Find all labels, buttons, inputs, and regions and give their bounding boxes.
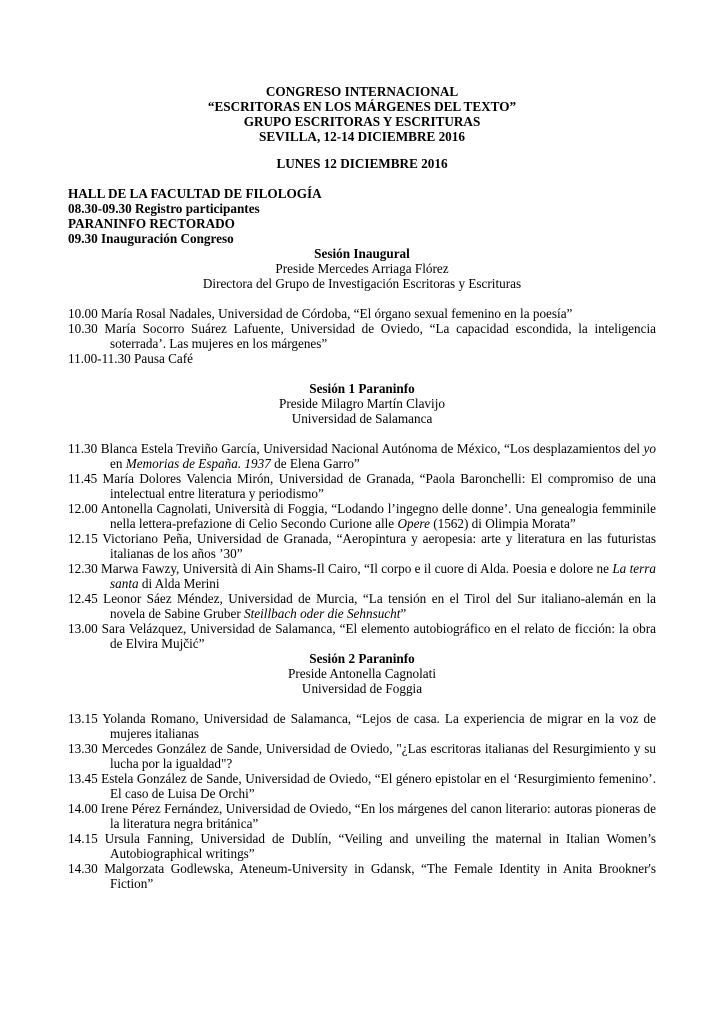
program-entry: 13.15 Yolanda Romano, Universidad de Salamanca, “Lejos de casa. La experiencia de migrar en la voz de mujeres italianas xyxy=(68,711,656,741)
program-entry: 10.30 María Socorro Suárez Lafuente, Universidad de Oviedo, “La capacidad escondida, la inteligencia soterrada’. Las mujeres en los márgenes” xyxy=(68,321,656,351)
session-chair: Preside Antonella Cagnolati xyxy=(288,666,436,681)
opening-block xyxy=(68,186,656,246)
header-line: CONGRESO INTERNACIONAL xyxy=(265,84,459,99)
session-chair: Preside Milagro Martín Clavijo xyxy=(279,396,445,411)
session-title: Sesión 2 Paraninfo xyxy=(309,651,415,666)
session-affiliation: Directora del Grupo de Investigación Escritoras y Escrituras xyxy=(202,276,522,291)
program-entry: 12.15 Victoriano Peña, Universidad de Granada, “Aeropintura y aeropesia: arte y literatura en las futuristas italianas de los años ’30” xyxy=(68,531,656,561)
document-page xyxy=(68,84,656,891)
program-entry: 10.00 María Rosal Nadales, Universidad de Córdoba, “El órgano sexual femenino en la poesía” xyxy=(68,306,573,321)
program-entry: 12.00 Antonella Cagnolati, Università di Foggia, “Lodando l’ingegno delle donne’. Una genealogia femminile nella lettera-prefazione di Celio Secondo Curione alle Opere (1562) di Olimpia Morata” xyxy=(68,501,656,531)
program-entry: 13.00 Sara Velázquez, Universidad de Salamanca, “El elemento autobiográfico en el relato de ficción: la obra de Elvira Mujčić” xyxy=(68,621,656,651)
program-entry: 14.00 Irene Pérez Fernández, Universidad de Oviedo, “En los márgenes del canon literario: autoras pioneras de la literatura negra británica” xyxy=(68,801,656,831)
header-line: GRUPO ESCRITORAS Y ESCRITURAS xyxy=(243,114,481,129)
session-1 xyxy=(68,381,656,651)
program-entry: 13.30 Mercedes González de Sande, Universidad de Oviedo, "¿Las escritoras italianas del Resurgimiento y su lucha por la igualdad"? xyxy=(68,741,656,771)
session-affiliation: Universidad de Foggia xyxy=(301,681,423,696)
session-affiliation: Universidad de Salamanca xyxy=(291,411,433,426)
program-entry: 14.30 Malgorzata Godlewska, Ateneum-University in Gdansk, “The Female Identity in Anita Brookner's Fiction” xyxy=(68,861,656,891)
header-line: SEVILLA, 12-14 DICIEMBRE 2016 xyxy=(259,129,465,144)
session-chair: Preside Mercedes Arriaga Flórez xyxy=(275,261,449,276)
congress-header xyxy=(68,84,656,144)
program-entry: 11.45 María Dolores Valencia Mirón, Universidad de Granada, “Paola Baronchelli: El compromiso de una intelectual entre literatura y periodismo” xyxy=(68,471,656,501)
venue-paraninfo: PARANINFO RECTORADO xyxy=(68,216,235,231)
program-entry: 12.30 Marwa Fawzy, Università di Ain Shams-Il Cairo, “Il corpo e il cuore di Alda. Poesia e dolore ne La terra santa di Alda Merini xyxy=(68,561,656,591)
venue-hall: HALL DE LA FACULTAD DE FILOLOGÍA xyxy=(68,186,322,201)
header-line: “ESCRITORAS EN LOS MÁRGENES DEL TEXTO” xyxy=(207,99,517,114)
program-entry: 11.30 Blanca Estela Treviño García, Universidad Nacional Autónoma de México, “Los desplazamientos del yo en Memorias de España. 1937 de Elena Garro” xyxy=(68,441,656,471)
registration-line: 08.30-09.30 Registro participantes xyxy=(68,201,260,216)
session-2 xyxy=(68,651,656,891)
session-title: Sesión 1 Paraninfo xyxy=(309,381,415,396)
program-entry: 13.45 Estela González de Sande, Universidad de Oviedo, “El género epistolar en el ‘Resurgimiento femenino’. El caso de Luisa De Orchi” xyxy=(68,771,656,801)
program-entry: 12.45 Leonor Sáez Méndez, Universidad de Murcia, “La tensión en el Tirol del Sur italiano-alemán en la novela de Sabine Gruber Steillbach oder die Sehnsucht” xyxy=(68,591,656,621)
program-entry: 11.00-11.30 Pausa Café xyxy=(68,351,194,366)
session-title: Sesión Inaugural xyxy=(314,246,410,261)
day-heading: LUNES 12 DICIEMBRE 2016 xyxy=(276,156,448,171)
inauguration-line: 09.30 Inauguración Congreso xyxy=(68,231,234,246)
program-entry: 14.15 Ursula Fanning, Universidad de Dublín, “Veiling and unveiling the maternal in Italian Women’s Autobiographical writings” xyxy=(68,831,656,861)
session-inaugural xyxy=(68,246,656,366)
